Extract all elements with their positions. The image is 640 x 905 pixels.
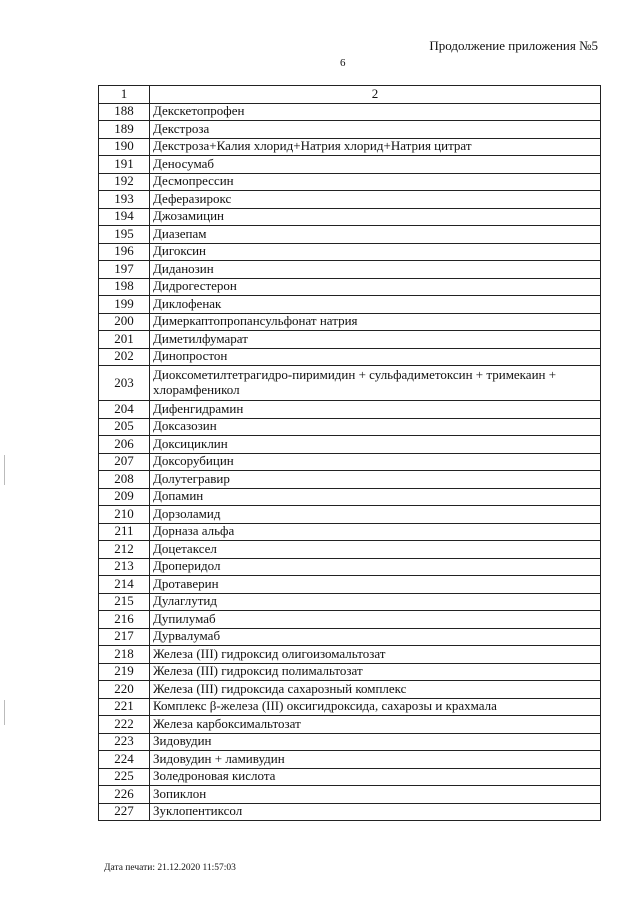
drug-name: Доксазозин <box>150 418 601 436</box>
table-row <box>99 436 601 454</box>
table-row <box>99 156 601 174</box>
table-row <box>99 331 601 349</box>
table-row <box>99 803 601 821</box>
table-row <box>99 471 601 489</box>
row-number: 204 <box>99 401 150 419</box>
drug-name: Декстроза <box>150 121 601 139</box>
row-number: 205 <box>99 418 150 436</box>
drug-name: Железа карбоксимальтозат <box>150 716 601 734</box>
drug-name: Дигоксин <box>150 243 601 261</box>
table-row <box>99 278 601 296</box>
table-row <box>99 786 601 804</box>
table-row <box>99 646 601 664</box>
table-row <box>99 506 601 524</box>
table-row <box>99 663 601 681</box>
row-number: 208 <box>99 471 150 489</box>
column-header-name: 2 <box>150 86 601 104</box>
row-number: 188 <box>99 103 150 121</box>
table-row <box>99 208 601 226</box>
drug-name: Зидовудин <box>150 733 601 751</box>
table-row <box>99 453 601 471</box>
drug-name: Дупилумаб <box>150 611 601 629</box>
row-number: 225 <box>99 768 150 786</box>
row-number: 196 <box>99 243 150 261</box>
row-number: 211 <box>99 523 150 541</box>
row-number: 206 <box>99 436 150 454</box>
table-row <box>99 226 601 244</box>
drug-name: Железа (III) гидроксид олигоизомальтозат <box>150 646 601 664</box>
table-row <box>99 401 601 419</box>
row-number: 222 <box>99 716 150 734</box>
row-number: 213 <box>99 558 150 576</box>
table-row <box>99 138 601 156</box>
table-row <box>99 348 601 366</box>
row-number: 201 <box>99 331 150 349</box>
row-number: 215 <box>99 593 150 611</box>
row-number: 207 <box>99 453 150 471</box>
drug-name: Допамин <box>150 488 601 506</box>
table-row <box>99 103 601 121</box>
column-header-number: 1 <box>99 86 150 104</box>
row-number: 191 <box>99 156 150 174</box>
drug-name: Динопростон <box>150 348 601 366</box>
row-number: 214 <box>99 576 150 594</box>
row-number: 210 <box>99 506 150 524</box>
table-row <box>99 296 601 314</box>
table-row <box>99 523 601 541</box>
table-row <box>99 733 601 751</box>
row-number: 193 <box>99 191 150 209</box>
row-number: 212 <box>99 541 150 559</box>
table-row <box>99 243 601 261</box>
drug-name: Дифенгидрамин <box>150 401 601 419</box>
table-row <box>99 576 601 594</box>
row-number: 192 <box>99 173 150 191</box>
drug-name: Долутегравир <box>150 471 601 489</box>
table-row <box>99 716 601 734</box>
drug-name: Диметилфумарат <box>150 331 601 349</box>
table-row <box>99 191 601 209</box>
row-number: 195 <box>99 226 150 244</box>
drug-name: Комплекс β-железа (III) оксигидроксида, сахарозы и крахмала <box>150 698 601 716</box>
drug-name: Дулаглутид <box>150 593 601 611</box>
table-row <box>99 418 601 436</box>
drug-name: Дротаверин <box>150 576 601 594</box>
table-row <box>99 681 601 699</box>
row-number: 194 <box>99 208 150 226</box>
row-number: 198 <box>99 278 150 296</box>
drug-name: Дидрогестерон <box>150 278 601 296</box>
table-header-row <box>99 86 601 104</box>
row-number: 209 <box>99 488 150 506</box>
table-row <box>99 121 601 139</box>
row-number: 224 <box>99 751 150 769</box>
print-date: Дата печати: 21.12.2020 11:57:03 <box>104 863 236 873</box>
drug-name: Зидовудин + ламивудин <box>150 751 601 769</box>
drug-name: Джозамицин <box>150 208 601 226</box>
row-number: 203 <box>99 366 150 401</box>
drug-name: Железа (III) гидроксида сахарозный комплекс <box>150 681 601 699</box>
table-row <box>99 261 601 279</box>
drug-name: Золедроновая кислота <box>150 768 601 786</box>
drug-name: Дурвалумаб <box>150 628 601 646</box>
drug-name: Доксициклин <box>150 436 601 454</box>
scan-edge-mark <box>4 700 5 725</box>
table-row <box>99 593 601 611</box>
row-number: 226 <box>99 786 150 804</box>
drug-list-table <box>98 85 601 821</box>
row-number: 227 <box>99 803 150 821</box>
drug-name: Диданозин <box>150 261 601 279</box>
drug-name: Деферазирокс <box>150 191 601 209</box>
drug-name: Диоксометилтетрагидро-пиримидин + сульфадиметоксин + тримекаин + хлорамфеникол <box>150 366 601 401</box>
table-row <box>99 541 601 559</box>
row-number: 217 <box>99 628 150 646</box>
table-body <box>99 86 601 821</box>
row-number: 219 <box>99 663 150 681</box>
table-row <box>99 366 601 401</box>
drug-name: Дроперидол <box>150 558 601 576</box>
drug-name: Доцетаксел <box>150 541 601 559</box>
drug-name: Диазепам <box>150 226 601 244</box>
drug-name: Дорзоламид <box>150 506 601 524</box>
drug-name: Десмопрессин <box>150 173 601 191</box>
page-number: 6 <box>340 57 346 69</box>
drug-name: Декстроза+Калия хлорид+Натрия хлорид+Натрия цитрат <box>150 138 601 156</box>
drug-name: Зопиклон <box>150 786 601 804</box>
table-row <box>99 751 601 769</box>
row-number: 200 <box>99 313 150 331</box>
row-number: 216 <box>99 611 150 629</box>
drug-name: Диклофенак <box>150 296 601 314</box>
row-number: 199 <box>99 296 150 314</box>
drug-name: Деносумаб <box>150 156 601 174</box>
drug-name: Железа (III) гидроксид полимальтозат <box>150 663 601 681</box>
drug-name: Зуклопентиксол <box>150 803 601 821</box>
table-row <box>99 558 601 576</box>
table-row <box>99 628 601 646</box>
table-row <box>99 488 601 506</box>
drug-name: Доксорубицин <box>150 453 601 471</box>
table-row <box>99 173 601 191</box>
scan-edge-mark <box>4 455 5 485</box>
row-number: 189 <box>99 121 150 139</box>
row-number: 202 <box>99 348 150 366</box>
row-number: 190 <box>99 138 150 156</box>
table-row <box>99 698 601 716</box>
continuation-note: Продолжение приложения №5 <box>429 38 598 53</box>
table-row <box>99 313 601 331</box>
drug-name: Димеркаптопропансульфонат натрия <box>150 313 601 331</box>
drug-name: Дорназа альфа <box>150 523 601 541</box>
row-number: 221 <box>99 698 150 716</box>
table-row <box>99 611 601 629</box>
row-number: 218 <box>99 646 150 664</box>
drug-name: Декскетопрофен <box>150 103 601 121</box>
row-number: 223 <box>99 733 150 751</box>
table-row <box>99 768 601 786</box>
row-number: 197 <box>99 261 150 279</box>
row-number: 220 <box>99 681 150 699</box>
